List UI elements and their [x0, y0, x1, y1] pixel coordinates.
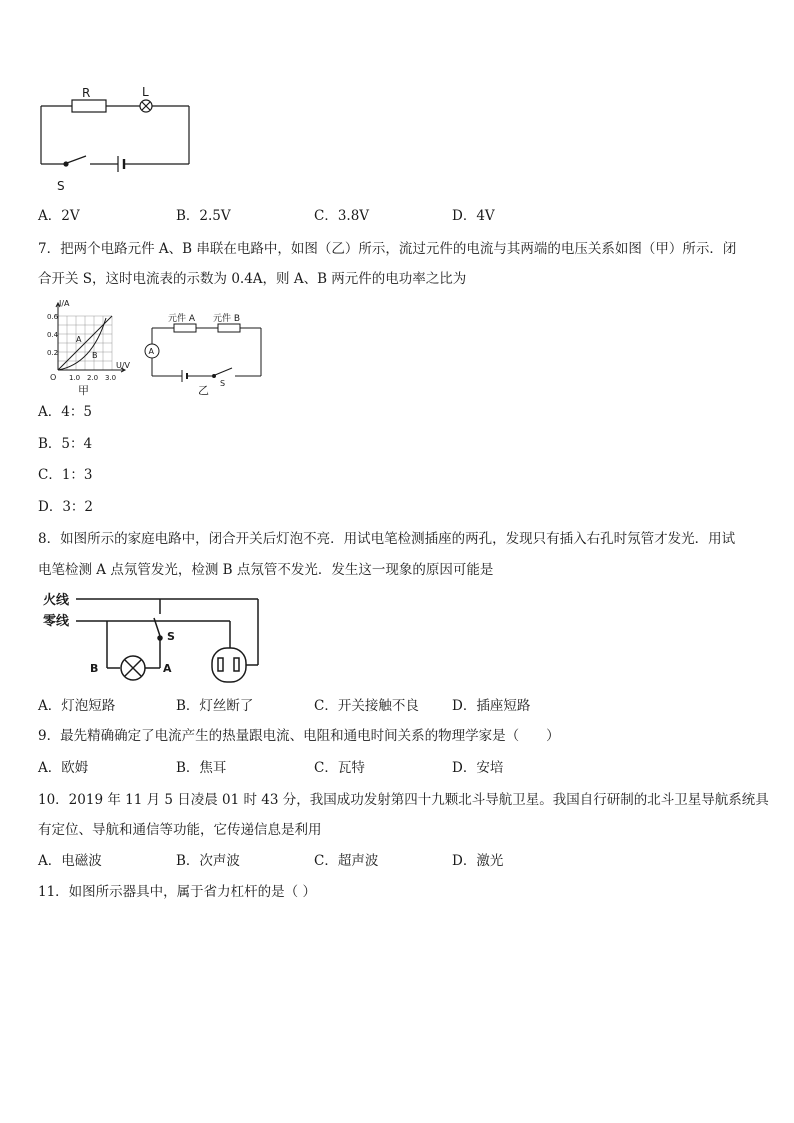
q10-stem-line1: 10．2019 年 11 月 5 日凌晨 01 时 43 分，我国成功发射第四十九颗北斗导航卫星。我国自行研制的北斗卫星导航系统具 [38, 792, 769, 808]
y-tick-0.2: 0.2 [47, 349, 59, 357]
q8-option-d[interactable]: D．插座短路 [452, 698, 531, 714]
y-tick-0.4: 0.4 [47, 331, 59, 339]
q9-option-b[interactable]: B．焦耳 [176, 760, 227, 776]
y-tick-0.6: 0.6 [47, 313, 59, 321]
q7-option-b[interactable]: B．5：4 [38, 436, 93, 452]
q8-stem-line2: 电笔检测 A 点氖管发光，检测 B 点氖管不发光．发生这一现象的原因可能是 [38, 562, 494, 578]
q6-option-b[interactable]: B．2.5V [176, 208, 231, 224]
x-tick-1.0: 1.0 [69, 374, 81, 382]
q9-stem: 9．最先精确确定了电流产生的热量跟电流、电阻和通电时间关系的物理学家是（ ） [38, 728, 560, 744]
label-l: L [142, 85, 149, 99]
q10-option-b[interactable]: B．次声波 [176, 853, 240, 869]
live-wire-label: 火线 [43, 593, 70, 608]
q6-option-a[interactable]: A．2V [38, 208, 80, 224]
element-b [218, 324, 240, 332]
curve-a-label: A [76, 335, 82, 344]
q8-stem-line1: 8．如图所示的家庭电路中，闭合开关后灯泡不亮．用试电笔检测插座的两孔，发现只有插入右孔时氖管才发光．用试 [38, 531, 736, 547]
q7-option-d[interactable]: D．3：2 [38, 499, 94, 515]
label-s: S [57, 179, 65, 193]
label-r: R [82, 86, 91, 100]
x-axis-label: U/V [116, 361, 131, 370]
y-axis-label: I/A [59, 299, 70, 308]
element-a [174, 324, 196, 332]
x-tick-2.0: 2.0 [87, 374, 99, 382]
element-a-label: 元件 A [168, 314, 196, 324]
origin-label: O [50, 373, 57, 382]
q7-stem-line1: 7．把两个电路元件 A、B 串联在电路中，如图（乙）所示，流过元件的电流与其两端的电压关系如图（甲）所示．闭 [38, 241, 737, 257]
x-tick-3.0: 3.0 [105, 374, 117, 382]
q7-series-circuit [140, 308, 265, 396]
q7-option-a[interactable]: A．4：5 [38, 404, 92, 420]
q6-circuit-figure [36, 84, 196, 196]
switch-label: S [220, 379, 226, 388]
q10-option-c[interactable]: C．超声波 [314, 853, 379, 869]
q11-stem: 11．如图所示器具中，属于省力杠杆的是（ ） [38, 884, 316, 900]
element-b-label: 元件 B [213, 314, 241, 324]
q6-option-c[interactable]: C．3.8V [314, 208, 370, 224]
q7-iu-graph [36, 298, 136, 398]
q7-option-c[interactable]: C．1：3 [38, 467, 93, 483]
q8-option-c[interactable]: C．开关接触不良 [314, 698, 419, 714]
curve-b-label: B [92, 351, 98, 360]
q10-option-a[interactable]: A．电磁波 [38, 853, 102, 869]
q6-option-d[interactable]: D．4V [452, 208, 495, 224]
q9-option-c[interactable]: C．瓦特 [314, 760, 365, 776]
q7-stem-line2: 合开关 S，这时电流表的示数为 0.4A，则 A、B 两元件的电功率之比为 [38, 271, 467, 287]
circuit-caption: 乙 [198, 384, 209, 396]
socket [212, 648, 246, 682]
point-a-label: A [163, 662, 172, 675]
graph-caption: 甲 [78, 384, 89, 397]
q10-stem-line2: 有定位、导航和通信等功能，它传递信息是利用 [38, 822, 322, 838]
q9-option-d[interactable]: D．安培 [452, 760, 504, 776]
ammeter-label: A [148, 347, 154, 356]
q8-option-b[interactable]: B．灯丝断了 [176, 698, 254, 714]
point-b-label: B [90, 662, 99, 675]
switch-s-label: S [167, 630, 175, 643]
q8-household-circuit [40, 588, 265, 688]
resistor-r [72, 100, 106, 112]
switch-s [158, 636, 162, 640]
q10-option-d[interactable]: D．激光 [452, 853, 504, 869]
neutral-wire-label: 零线 [43, 614, 70, 629]
q9-option-a[interactable]: A．欧姆 [38, 760, 89, 776]
q8-option-a[interactable]: A．灯泡短路 [38, 698, 116, 714]
